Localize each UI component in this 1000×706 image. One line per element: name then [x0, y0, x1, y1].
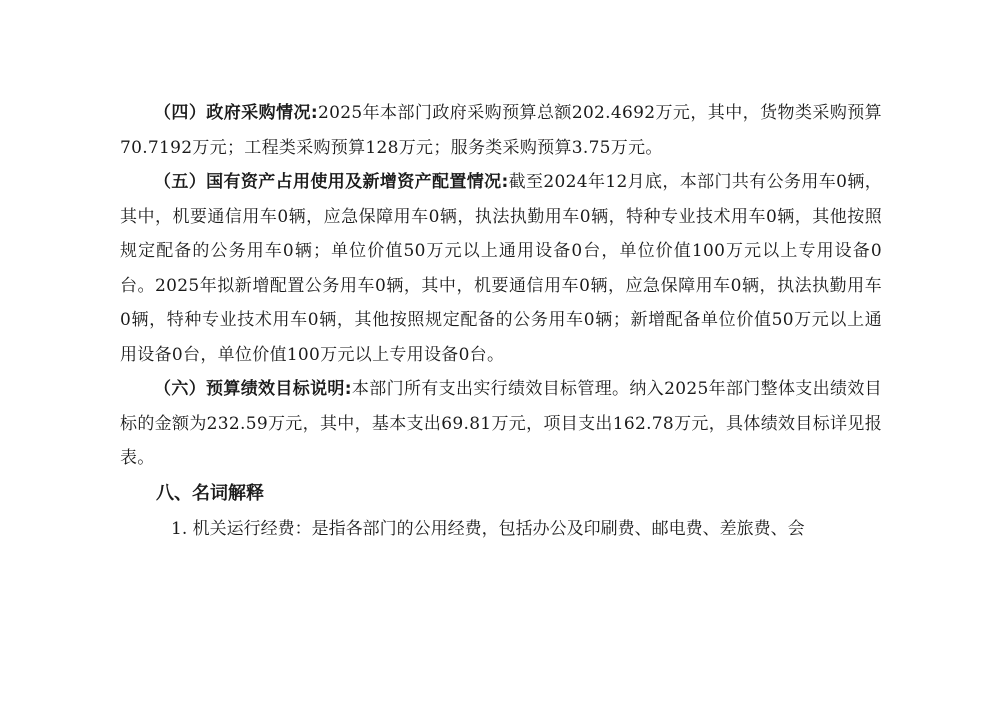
paragraph-government-procurement [120, 96, 882, 165]
section-heading: 八、名词解释 [156, 482, 264, 504]
paragraph-text: 截至2024年12月底，本部门共有公务用车0辆，其中，机要通信用车0辆，应急保障用车0辆，执法执勤用车0辆，特种专业技术用车0辆，其他按照规定配备的公务用车0辆；单位价值50万元以上通用设备0台，单位价值100万元以上专用设备0台。2025年拟新增配置公务用车0辆，其中，机要通信用车0辆，应急保障用车0辆，执法执勤用车0辆，特种专业技术用车0辆，其他按照规定配备的公务用车0辆；新增配备单位价值50万元以上通用设备0台，单位价值100万元以上专用设备0台。 [120, 172, 882, 365]
paragraph-text: 本部门所有支出实行绩效目标管理。纳入2025年部门整体支出绩效目标的金额为232.59万元，其中，基本支出69.81万元，项目支出162.78万元，具体绩效目标详见报表。 [120, 379, 882, 468]
paragraph-lead: （五）国有资产占用使用及新增资产配置情况: [154, 172, 509, 192]
paragraph-lead: （四）政府采购情况: [154, 103, 319, 123]
definition-item: 1. 机关运行经费：是指各部门的公用经费，包括办公及印刷费、邮电费、差旅费、会 [171, 518, 805, 539]
document-body [120, 96, 882, 546]
paragraph-lead: （六）预算绩效目标说明: [154, 379, 352, 399]
paragraph-state-assets [120, 165, 882, 372]
paragraph-text: 2025年本部门政府采购预算总额202.4692万元，其中，货物类采购预算70.7192万元；工程类采购预算128万元；服务类采购预算3.75万元。 [120, 103, 882, 158]
paragraph-performance-goals [120, 372, 882, 476]
